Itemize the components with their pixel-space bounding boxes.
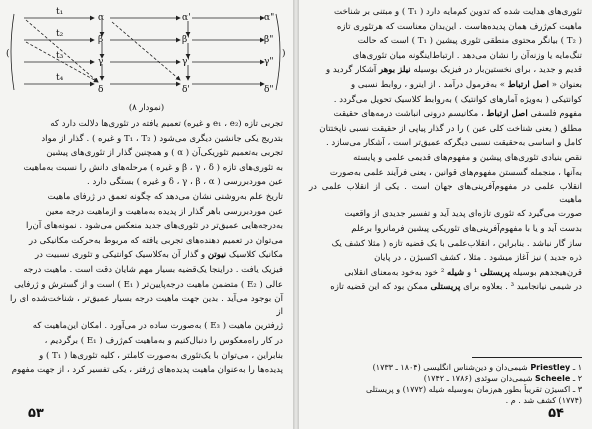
text-line: تاریخ علم به‌روشنی نشان می‌دهد که چگونه تعمق در ژرفای ماهیت	[47, 191, 283, 202]
right-page-body	[309, 6, 582, 296]
text-line: بنابراین ، می‌توان با یک‌تئوری به‌صورت کاملتر ، کلیه تئوری‌ها ( T₁ ) و	[39, 350, 283, 361]
text-line: پدیده‌ها را به‌عنوان ماهیت پدیده‌های ژرفتر ، یکی تفسیر کرد ، از جهت مفهوم	[11, 365, 283, 376]
page-number-right: ۵۴	[548, 406, 564, 421]
commutative-diagram	[6, 4, 289, 104]
text-line: بتدریج یکی جانشین دیگری می‌شود ( T₁ ، T₂ و غیره ) . گذار از مواد	[41, 133, 283, 144]
footnote-2	[309, 373, 582, 384]
text-line: انقلاب علمی در مفهوم‌آفرینی‌های جهان است . یکی از انقلاب علمی در ماهیت	[309, 182, 582, 205]
footnote-latin-name: Priestley	[530, 363, 571, 372]
diagram-node-beta-double: β"	[264, 35, 274, 45]
text-line: عین موردبررسی ( δ ، γ ، β ، α و غیره ) بستگی دارد .	[87, 177, 283, 188]
text-line: تجربی به‌تعمیم تئوریکی‌آن ( α ) و همچنین گذار از تئوری‌های پیشین	[46, 148, 283, 159]
diagram-node-delta: δ	[98, 85, 104, 95]
page-number-left: ۵۳	[28, 406, 44, 421]
text-line: ساز گار نباشد . بنابراین ، انقلاب‌علمی با یک قضیه تازه ( مثلا کشف یک	[331, 238, 582, 249]
text-line: ( T₂ ) بیانگر محتوی منطقی تئوری پیشین ( T₁ ) است که حالت	[357, 36, 582, 47]
footnote-text: اکسیژن تقریباً بطور هم‌زمان به‌وسیله شیله (۱۷۷۲) و پریستلی	[365, 385, 571, 394]
text-line: تنگ‌مایه یا وزنه‌آن را نشان می‌دهد . ارتباط‌اینگونه میان تئوری‌های	[352, 50, 582, 61]
page-53	[0, 0, 293, 429]
text-line: بعنوان « اصل ارتباط » به‌فرمول درآمد . از اینرو ، روابط نسبی و	[351, 79, 582, 90]
text-line: آن بوجود می‌آید . بدین جهت ماهیت درجه بسیار عمیق‌تر ، شناخت‌شده ای را از	[10, 294, 283, 317]
diagram-node-alpha-prime: α'	[182, 13, 191, 23]
footnote-1	[309, 362, 582, 373]
text-line: ماهیت کم‌ژرف همان پدیده‌هاست . این‌بدان معناست که هرتئوری تازه	[336, 21, 582, 32]
footnote-marker: ۳ ـ	[572, 385, 582, 394]
diagram-node-delta-prime: δ'	[182, 85, 190, 95]
text-line: مطلق ( یعنی شناخت کلی عین ) را در گذار پیاپی از حقیقت نسبی ناپختتان	[319, 123, 582, 134]
text-line: به‌آنها ، منجمله گسستن مفهوم‌های قوانین ، یعنی فرآیند علمی به‌صورت	[329, 167, 582, 178]
footnotes	[309, 362, 582, 406]
left-page-body	[10, 118, 283, 379]
diagram-node-gamma: γ	[98, 57, 104, 67]
text-line: ژرفترین ماهیت ( E₃ ) به‌صورت ساده در می‌آورد . امکان این‌ماهیت که	[32, 321, 283, 332]
diagram-node-beta: β	[98, 35, 104, 45]
diagram-node-alpha-double: α"	[264, 13, 275, 23]
diagram-caption: (نمودار ۸)	[128, 102, 165, 112]
diagram-label-t4: t₄	[56, 73, 64, 83]
text-line: نقص بنیادی تئوری‌های پیشین و مفهوم‌های قدیمی علمی و پایسته	[353, 152, 582, 163]
text-line: قرن‌هیجدهم بوسیله پریستلی ¹ و شیله ² خود به‌خود به‌معنای انقلابی	[344, 267, 582, 278]
text-line: فیزیک یافت . دراینجا یک‌قضیه بسیار مهم شایان دقت است . ماهیت درجه	[23, 264, 283, 275]
footnote-marker: ۲ ـ	[572, 374, 582, 383]
footnote-3	[309, 384, 582, 395]
diagram-label-t3: t₃	[56, 51, 64, 61]
footnote-text: (۱۷۷۴) کشف شد . م .	[505, 396, 582, 405]
diagram-node-alpha: α	[98, 13, 105, 23]
text-line: عالی ( E₂ ) متضمن ماهیت درجه‌پایین‌تر ( E₁ ) است و از گسترش و ژرفایی	[14, 279, 283, 290]
diagram-node-delta-double: δ"	[264, 85, 274, 95]
text-line: تجربی تازه (e₁ ، e₂ و غیره) تعمیم یافته در تئوری‌ها دلالت دارد که	[50, 119, 283, 129]
diagram-node-gamma-double: γ"	[264, 57, 274, 67]
footnote-text: شیمی‌دان سوئدی (۱۷۸۶ ـ ۱۷۴۲)	[423, 374, 533, 383]
text-line: تئوری‌های هدایت شده که تدوین کم‌مایه دارد ( T₁ ) و مبتنی بر شناخت	[334, 7, 582, 17]
diagram-node-gamma-prime: γ'	[182, 57, 190, 67]
text-line: کامل و اساسی به‌حقیقت نسبی دیگرکه عمیق‌تر است ، آشکار می‌سازد .	[325, 138, 582, 149]
text-line: در کار راه‌معکوس را دنبال‌کنیم و به‌ماهیت کم‌ژرف ( E₁ ) برگردیم ،	[44, 335, 283, 346]
text-line: صورت می‌گیرد که تئوری تازه‌ای پدید آید و تفسیر جدیدی از واقعیت	[344, 209, 582, 220]
text-line: قدیم و جدید ، برای نخستین‌بار در فیزیک بوسیله نیلز بوهر آشکار گردید و	[326, 65, 582, 76]
text-line: بدست آید و یا با مفهوم‌آفرینی‌های تئوریکی پیشین فرمانروا برعلم	[351, 223, 582, 234]
page-54	[299, 0, 592, 429]
text-line: می‌توان در تعمیم دهنده‌های تجربی یافته که مربوط به‌حرکت مکانیکی در	[28, 235, 283, 246]
diagram-open-bracket: (	[6, 49, 10, 59]
text-line: مفهوم فلسفی اصل ارتباط ، مکانیسم درونی انباشت درمه‌های حقیقت	[333, 109, 582, 120]
text-line: کوانتیکی ( به‌ویژه آمارهای کوانتیک ) به‌روابط کلاسیک تحویل می‌گردد .	[333, 94, 582, 105]
text-line: به‌درجه‌هایی عمیق‌تر در تئوری‌های جدید منعکس می‌شود . نمونه‌های آن‌را	[26, 221, 283, 232]
text-line: در شیمی نیانجامید ³ . بعلاوه برای پریستلی ممکن بود که این قضیه تازه	[330, 282, 582, 293]
text-line: به تئوری‌های تازه ( β ، γ ، δ و غیره ) مرحله‌های دانش را نسبت به‌ماهیت	[23, 162, 283, 173]
diagram-label-t1: t₁	[56, 7, 64, 17]
text-line: عین موردبررسی باهر گذار از پدیده به‌ماهیت و ازماهیت درجه معین	[45, 206, 283, 217]
diagram-close-bracket: )	[282, 49, 286, 59]
footnote-marker: ۱ ـ	[572, 363, 582, 372]
footnote-latin-name: Scheele	[535, 374, 571, 383]
text-line: ذره جدید ) نیز آغاز میشود . مثلا ، کشف اکسیژن ، در پایان	[374, 253, 582, 264]
diagram-node-beta-prime: β'	[182, 35, 190, 45]
footnote-text: شیمی‌دان و دین‌شناس انگلیسی (۱۸۰۴ ـ ۱۷۳۳)	[372, 363, 528, 372]
diagram-label-t2: t₂	[56, 29, 64, 39]
footnote-rule	[472, 357, 582, 358]
text-line: مکانیک کلاسیک نیوتن و گذار آن به‌کلاسیک کوانتیکی و تئوری نسبیت در	[35, 250, 283, 261]
footnote-3-continued	[309, 395, 582, 406]
